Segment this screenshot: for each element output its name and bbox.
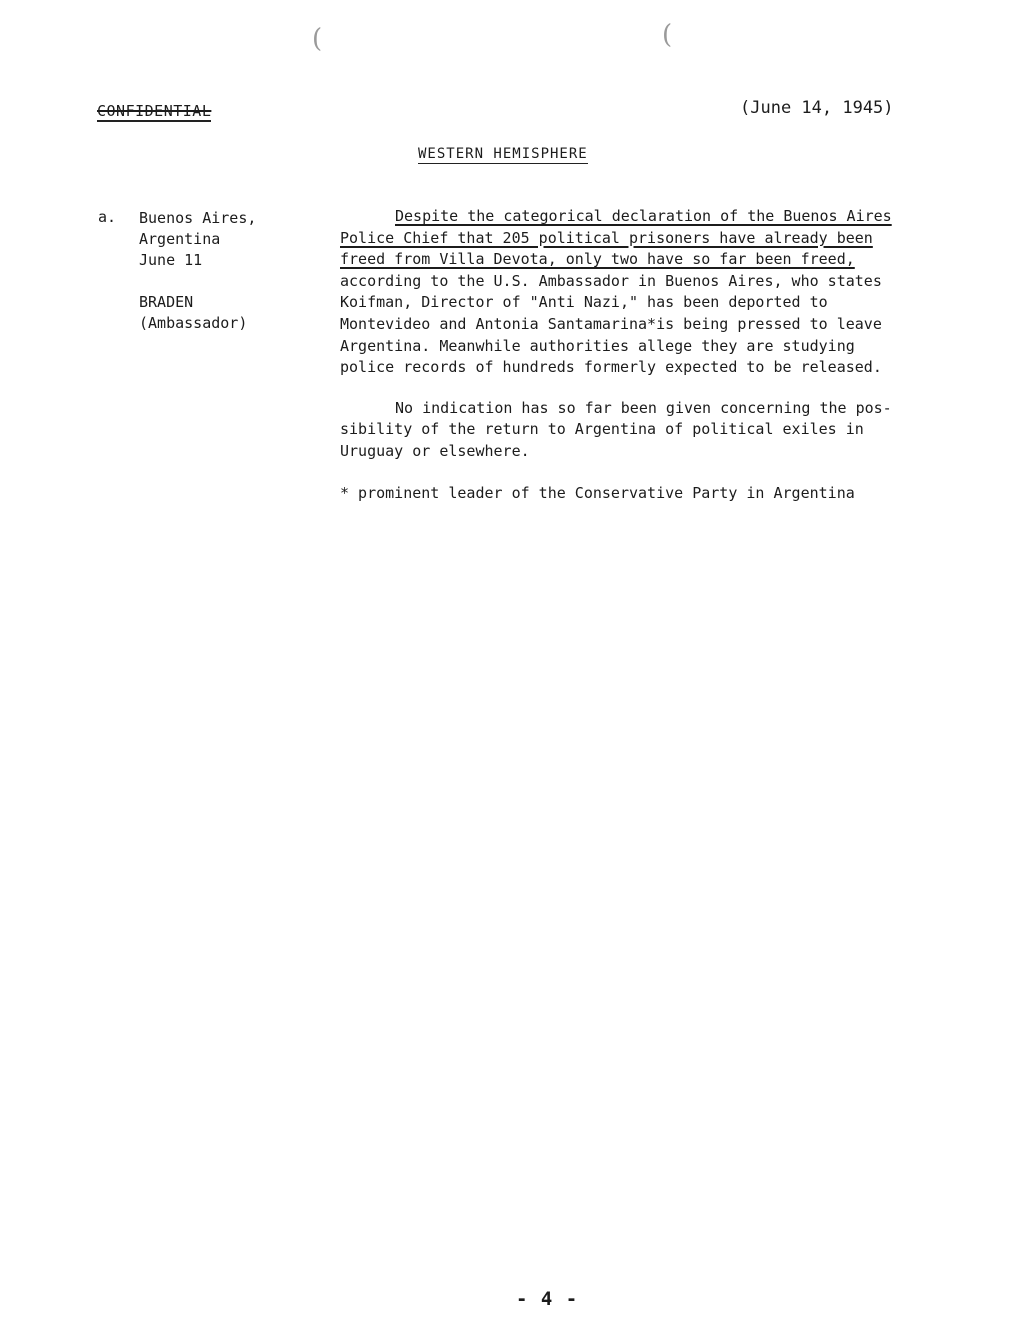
paragraph-1-line: freed from Villa Devota, only two have so far been freed,	[340, 250, 855, 269]
paragraph-2	[340, 398, 985, 463]
report-body	[340, 206, 985, 463]
source-role: (Ambassador)	[139, 314, 248, 332]
classification-marking: CONFIDENTIAL	[97, 102, 212, 120]
paragraph-1-line: Koifman, Director of "Anti Nazi," has been deported to	[340, 293, 828, 312]
stray-mark-right: (	[662, 20, 673, 50]
paragraph-1-line: police records of hundreds formerly expected to be released.	[340, 358, 882, 377]
source-name: BRADEN	[139, 293, 194, 311]
paragraph-1	[340, 206, 985, 379]
paragraph-2-line: sibility of the return to Argentina of political exiles in	[340, 420, 864, 439]
source-block	[139, 208, 256, 334]
page-number: - 4 -	[516, 1288, 579, 1310]
source-date: June 11	[139, 251, 203, 269]
paragraph-2-line: No indication has so far been given concerning the pos-	[395, 398, 892, 417]
paragraph-1-line: according to the U.S. Ambassador in Buenos Aires, who states	[340, 271, 882, 290]
paragraph-1-line: Despite the categorical declaration of the Buenos Aires	[395, 207, 892, 225]
stray-mark-left: (	[312, 24, 323, 54]
paragraph-1-line: Montevideo and Antonia Santamarina*is being pressed to leave	[340, 314, 882, 333]
document-date: (June 14, 1945)	[740, 98, 894, 118]
paragraph-2-line: Uruguay or elsewhere.	[340, 441, 530, 460]
item-letter: a.	[98, 208, 117, 226]
paragraph-1-line: Police Chief that 205 political prisoners have already been	[340, 228, 873, 247]
source-city: Buenos Aires,	[139, 209, 257, 227]
source-country: Argentina	[139, 230, 221, 248]
section-heading: WESTERN HEMISPHERE	[418, 146, 588, 162]
paragraph-1-line: Argentina. Meanwhile authorities allege they are studying	[340, 336, 855, 355]
footnote: * prominent leader of the Conservative Party in Argentina	[340, 484, 855, 502]
